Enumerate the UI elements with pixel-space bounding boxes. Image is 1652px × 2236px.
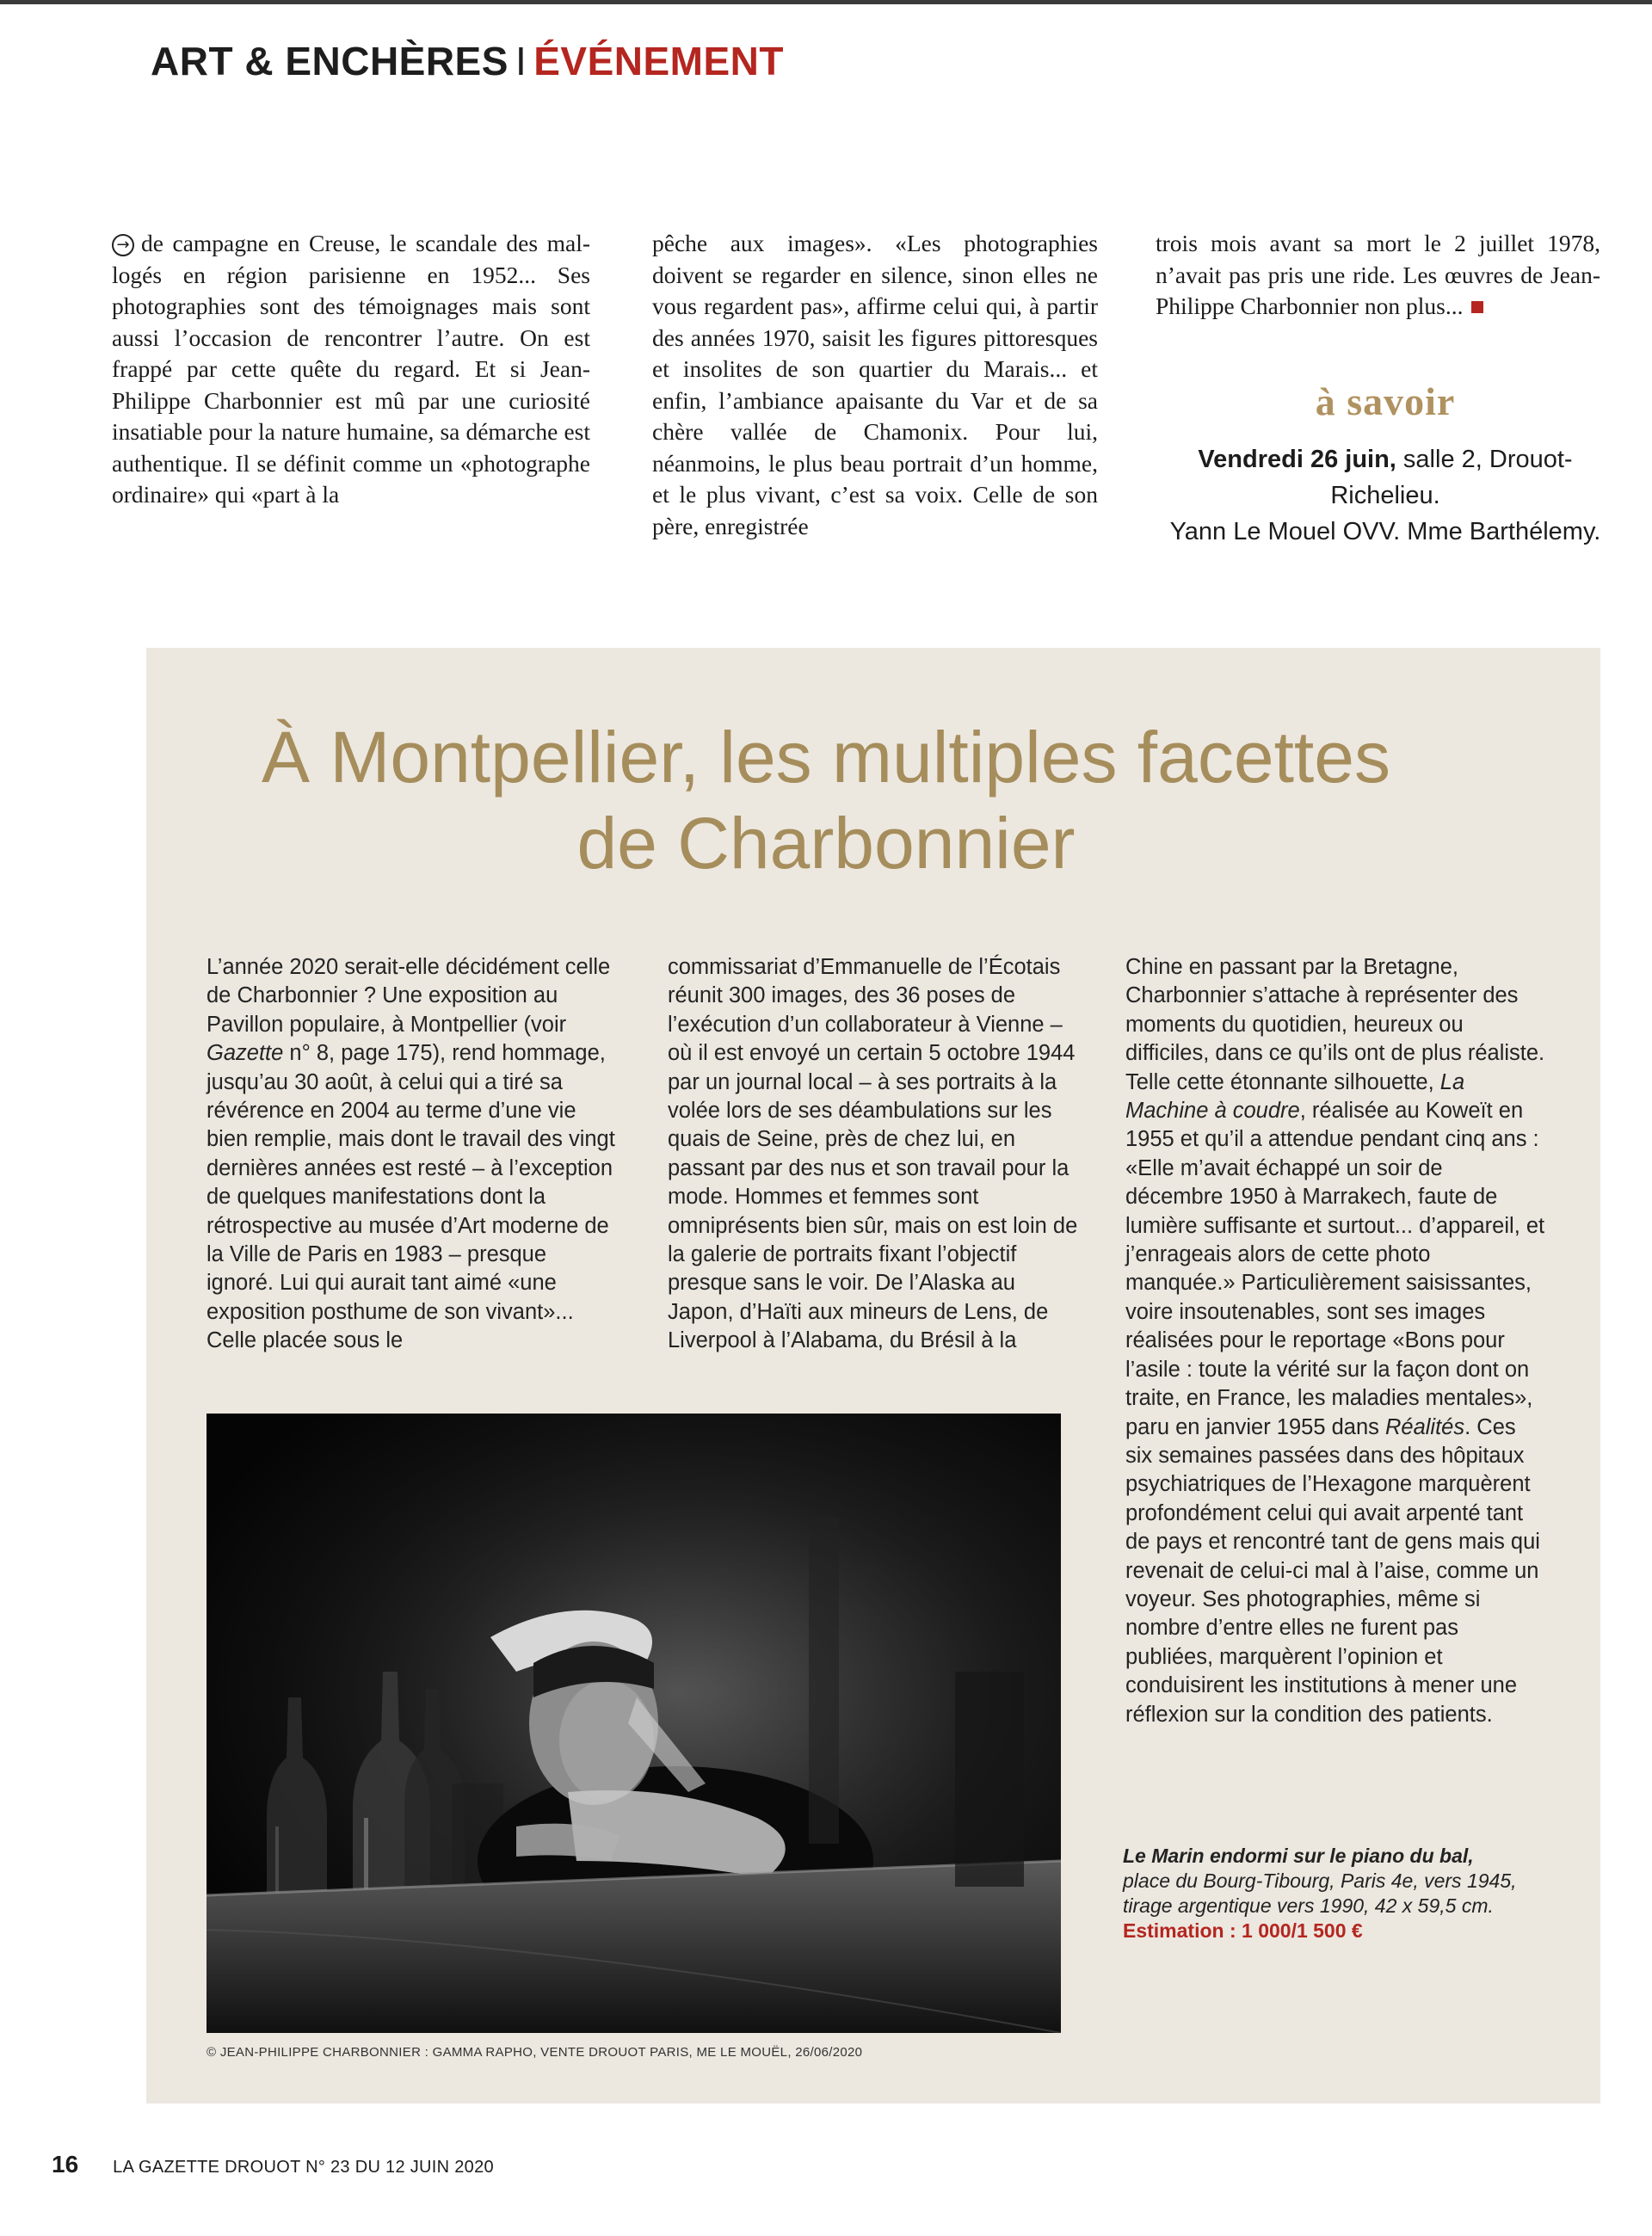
end-of-article-mark <box>1471 301 1483 313</box>
feature-text-3a: Chine en passant par la Bretagne, Charbonnier s’attache à représenter des moments du quotidien, heureux ou difficiles, dans ce qu’ils ont de plus réaliste. Telle cette étonnante silhouette, <box>1125 955 1545 1094</box>
section-name: ART & ENCHÈRES <box>151 39 509 83</box>
feature-text-2: commissariat d’Emmanuelle de l’Écotais réunit 300 images, des 36 poses de l’exécution d’un collaborateur à Vienne – où il est envoyé un certain 5 octobre 1944 par un journal local – à ses portraits à la volée lors de ses déambulations sur les quais de Seine, près de chez lui, en passant par des nus et son travail pour la mode. Hommes et femmes sont omniprésents bien sûr, mais on est loin de la galerie de portraits fixant l’objectif presque sans le voir. De l’Alaska au Japon, d’Haïti aux mineurs de Lens, de Liverpool à l’Alabama, du Brésil à la <box>668 955 1078 1353</box>
feature-text-1-italic: Gazette <box>206 1041 284 1066</box>
artwork-title: Le Marin endormi sur le piano du bal, <box>1123 1845 1474 1867</box>
a-savoir-box <box>1153 379 1618 550</box>
continued-arrow-icon: → <box>112 234 134 256</box>
estimate-price: Estimation : 1 000/1 500 € <box>1123 1919 1363 1942</box>
feature-text-3-italic-1: La Machine à coudre <box>1125 1069 1465 1124</box>
page-footer <box>52 2151 494 2178</box>
section-header <box>151 38 784 84</box>
feature-column-3 <box>1125 953 1545 1729</box>
top-rule <box>0 0 1652 4</box>
feature-title <box>0 714 1652 886</box>
feature-text-3-italic-2: Réalités <box>1384 1414 1465 1439</box>
article-column-2 <box>652 228 1098 542</box>
feature-title-line-1: À Montpellier, les multiples facettes <box>262 717 1390 798</box>
feature-text-1b: n° 8, page 175), rend hommage, jusqu’au 30 août, à celui qui a tiré sa révérence en 2004 au terme d’une vie bien remplie, mais dont le travail des vingt dernières années est resté – à l’exception de quelques manifestations dont la rétrospective au musée d’Art moderne de la Ville de Paris en 1983 – presque ignoré. Lui qui aurait tant aimé «une exposition posthume de son vivant»... Celle placée sous le <box>206 1041 615 1353</box>
feature-column-1 <box>206 953 615 1356</box>
header-separator: I <box>515 39 527 83</box>
auction-house: Yann Le Mouel OVV. Mme Barthélemy. <box>1169 518 1601 545</box>
subsection-name: ÉVÉNEMENT <box>533 39 784 83</box>
photo-credit: © JEAN-PHILIPPE CHARBONNIER : GAMMA RAPHO, VENTE DROUOT PARIS, ME LE MOUËL, 26/06/2020 <box>206 2045 863 2060</box>
article-text-3: trois mois avant sa mort le 2 juillet 1978, n’avait pas pris une ride. Les œuvres de Jean-Philippe Charbonnier non plus... <box>1156 230 1600 319</box>
sailor-photograph <box>206 1414 1061 2033</box>
feature-text-3b: , réalisée au Koweït en 1955 et qu’il a attendue pendant cinq ans : «Elle m’avait échappé un soir de décembre 1950 à Marrakech, faute de lumière suffisante et surtout... d’appareil, et j’enrageais alors de cette photo manquée.» Particulièrement saisissantes, voire insoutenables, sont ses images réalisées pour le reportage «Bons pour l’asile : toute la vérité sur la façon dont on traite, en France, les maladies mentales», paru en janvier 1955 dans <box>1125 1099 1545 1439</box>
artwork-details: place du Bourg-Tibourg, Paris 4e, vers 1945, tirage argentique vers 1990, 42 x 59,5 cm. <box>1123 1869 1517 1917</box>
photo-illustration <box>206 1414 1061 2033</box>
article-column-1 <box>112 228 590 511</box>
feature-column-2 <box>668 953 1079 1356</box>
feature-text-3c: . Ces six semaines passées dans des hôpitaux psychiatriques de l’Hexagone marquèrent profondément celui qui avait arpenté tant de pays et rencontré tant de gens mais qui revenait de celui-ci mal à l’aise, comme un voyeur. Ses photographies, même si nombre d’entre elles ne furent pas publiées, marquèrent l’opinion et conduisirent les institutions à mener une réflexion sur la condition des patients. <box>1125 1414 1540 1727</box>
a-savoir-title: à savoir <box>1315 379 1456 423</box>
feature-title-line-2: de Charbonnier <box>576 803 1076 884</box>
article-text-2: pêche aux images». «Les photographies doivent se regarder en silence, sinon elles ne vous regardent pas», affirme celui qui, à partir des années 1970, saisit les figures pittoresques et insolites de son quartier du Marais... et enfin, l’ambiance apaisante du Var et de sa chère vallée de Chamonix. Pour lui, néanmoins, le plus beau portrait d’un homme, et le plus vivant, c’est sa voix. Celle de son père, enregistrée <box>652 230 1098 539</box>
page-number: 16 <box>52 2151 79 2177</box>
a-savoir-body <box>1153 441 1618 550</box>
article-column-3 <box>1156 228 1600 323</box>
article-text-1: de campagne en Creuse, le scandale des mal-logés en région parisienne en 1952... Ses photographies sont des témoignages mais sont aussi l’occasion de rencontrer l’autre. On est frappé par cette quête du regard. Et si Jean-Philippe Charbonnier est mû par une curiosité insatiable pour la nature humaine, sa démarche est authentique. Il se définit comme un «photographe ordinaire» qui «part à la <box>112 230 590 508</box>
sale-venue: salle 2, Drouot-Richelieu. <box>1330 446 1573 509</box>
feature-text-1a: L’année 2020 serait-elle décidément celle de Charbonnier ? Une exposition au Pavillon populaire, à Montpellier (voir <box>206 955 611 1037</box>
photo-caption <box>1123 1844 1570 1943</box>
publication-info: LA GAZETTE DROUOT N° 23 DU 12 JUIN 2020 <box>113 2158 494 2177</box>
sale-date: Vendredi 26 juin, <box>1198 446 1396 473</box>
